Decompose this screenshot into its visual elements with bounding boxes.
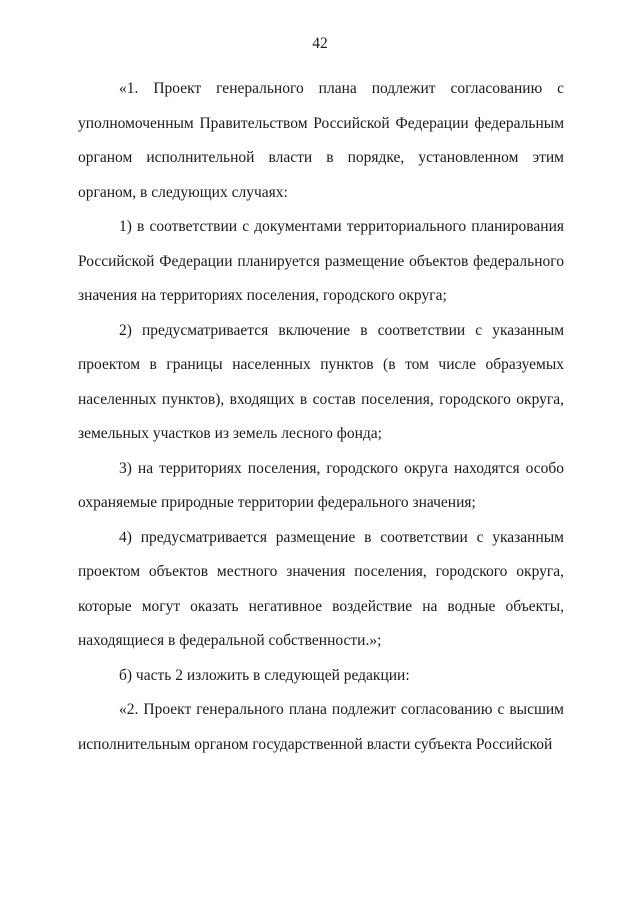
- paragraph-subitem-1: 1) в соответствии с документами территориального планирования Российской Федерации планируется размещение объектов федерального значения на территориях поселения, городского округа;: [78, 218, 564, 304]
- paragraph-item-2: «2. Проект генерального плана подлежит согласованию с высшим исполнительным органом государственной власти субъекта Российской: [78, 701, 564, 753]
- paragraph-subitem-3: 3) на территориях поселения, городского округа находятся особо охраняемые природные территории федерального значения;: [78, 459, 564, 511]
- paragraph-subitem-2: 2) предусматривается включение в соответствии с указанным проектом в границы населенных пунктов (в том числе образуемых населенных пунктов), входящих в состав поселения, городского округа, земельных участков из земель лесного фонда;: [78, 321, 564, 442]
- page-number: 42: [312, 35, 328, 52]
- paragraph-item-1: «1. Проект генерального плана подлежит согласованию с уполномоченным Правительством Российской Федерации федеральным органом исполнительной власти в порядке, установленном этим органом, в следующих случаях:: [78, 80, 564, 201]
- paragraph-instruction-b: б) часть 2 изложить в следующей редакции:: [119, 666, 410, 684]
- paragraph-subitem-4: 4) предусматривается размещение в соответствии с указанным проектом объектов местного значения поселения, городского округа, которые могут оказать негативное воздействие на водные объекты, находящиеся в федеральной собственности.»;: [78, 528, 564, 649]
- document-body: [78, 72, 564, 762]
